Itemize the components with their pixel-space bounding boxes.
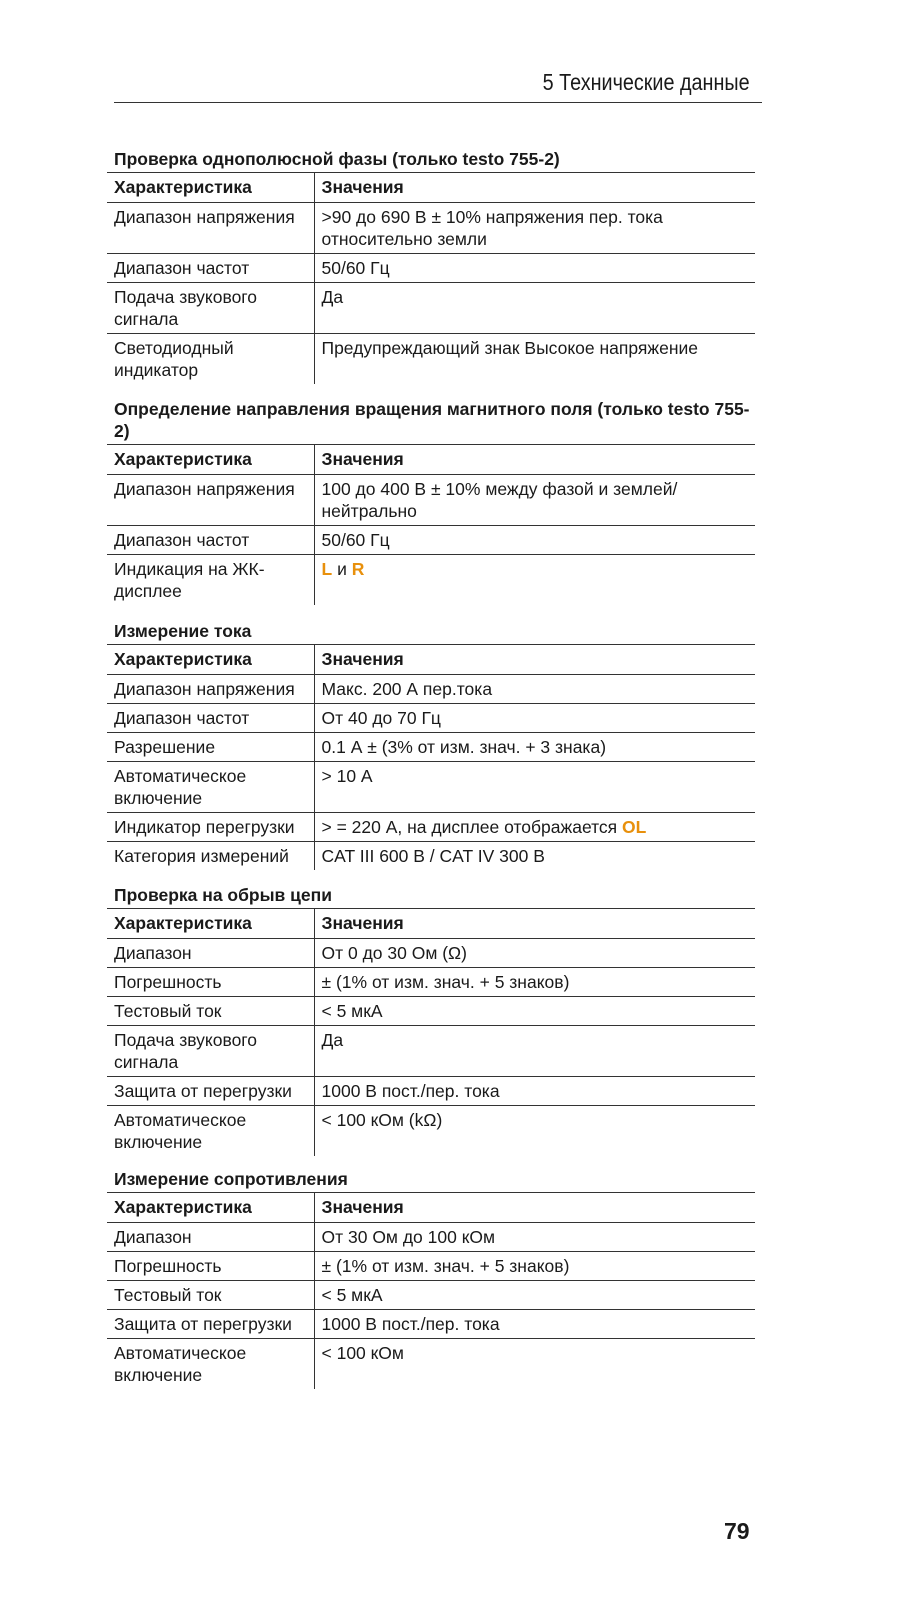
row-value: Да xyxy=(314,283,755,334)
table-row xyxy=(107,254,755,283)
row-label: Светодиодный индикатор xyxy=(107,334,314,385)
row-label: Индикатор перегрузки xyxy=(107,813,314,842)
row-label: Диапазон частот xyxy=(107,704,314,733)
section-current-measurement xyxy=(107,620,755,870)
row-label: Подача звукового сигнала xyxy=(107,283,314,334)
overload-indicator-ol: OL xyxy=(622,817,647,837)
row-label: Разрешение xyxy=(107,733,314,762)
spec-table xyxy=(107,908,755,1156)
table-row xyxy=(107,1339,755,1390)
column-header-characteristic: Характеристика xyxy=(107,173,314,203)
row-value: От 0 до 30 Ом (Ω) xyxy=(314,939,755,968)
spec-table xyxy=(107,444,755,605)
table-row xyxy=(107,1026,755,1077)
header-title: 5 Технические данные xyxy=(543,69,750,95)
table-row xyxy=(107,1223,755,1252)
row-value xyxy=(314,813,755,842)
row-value: CAT III 600 В / CAT IV 300 В xyxy=(321,846,545,866)
section-title: Проверка на обрыв цепи xyxy=(114,885,332,905)
table-row xyxy=(107,475,755,526)
section-resistance-measurement xyxy=(107,1168,755,1389)
row-value: < 100 кОм xyxy=(321,1343,404,1363)
section-title: Проверка однополюсной фазы (только testo 755-2) xyxy=(114,149,560,169)
row-label: Диапазон напряжения xyxy=(107,475,314,526)
column-header-characteristic: Характеристика xyxy=(107,645,314,675)
row-value: > 10 А xyxy=(314,762,755,813)
table-row xyxy=(107,675,755,704)
column-header-values: Значения xyxy=(314,1193,755,1223)
column-header-characteristic: Характеристика xyxy=(107,1193,314,1223)
row-value: ± (1% от изм. знач. + 5 знаков) xyxy=(314,1252,755,1281)
table-row xyxy=(107,283,755,334)
table-row xyxy=(107,704,755,733)
row-value: < 5 мкА xyxy=(314,997,755,1026)
lcd-indicator-left: L xyxy=(321,559,333,579)
row-label: Автоматическое включение xyxy=(107,762,314,813)
section-title: Определение направления вращения магнитного поля (только testo 755-2) xyxy=(114,399,750,441)
table-row xyxy=(107,1077,755,1106)
table-row xyxy=(107,733,755,762)
column-header-values: Значения xyxy=(314,445,755,475)
row-value xyxy=(314,555,755,606)
row-label: Тестовый ток xyxy=(107,997,314,1026)
table-header-row xyxy=(107,909,755,939)
section-single-pole-phase-test xyxy=(107,148,755,384)
overload-text: > = 220 А, на дисплее отображается xyxy=(321,817,623,837)
conjunction-text: и xyxy=(332,559,352,579)
section-title: Измерение сопротивления xyxy=(114,1169,348,1189)
row-label: Защита от перегрузки xyxy=(107,1310,314,1339)
table-row xyxy=(107,1252,755,1281)
table-header-row xyxy=(107,173,755,203)
row-value: < 100 кОм (kΩ) xyxy=(321,1110,443,1130)
row-label: Автоматическое включение xyxy=(107,1339,314,1390)
row-label: Погрешность xyxy=(107,968,314,997)
row-label: Диапазон напряжения xyxy=(107,675,314,704)
table-row xyxy=(107,526,755,555)
page-number: 79 xyxy=(724,1518,750,1544)
row-value: 0.1 А ± (3% от изм. знач. + 3 знака) xyxy=(314,733,755,762)
spec-table xyxy=(107,172,755,384)
row-value: 50/60 Гц xyxy=(314,254,755,283)
table-header-row xyxy=(107,645,755,675)
table-row xyxy=(107,997,755,1026)
table-row xyxy=(107,968,755,997)
lcd-indicator-right: R xyxy=(351,559,365,579)
row-value: < 5 мкА xyxy=(314,1281,755,1310)
table-row xyxy=(107,203,755,254)
row-value: 1000 В пост./пер. тока xyxy=(314,1077,755,1106)
row-label: Подача звукового сигнала xyxy=(107,1026,314,1077)
column-header-values: Значения xyxy=(314,645,755,675)
section-title: Измерение тока xyxy=(114,621,252,641)
section-continuity-test xyxy=(107,884,755,1156)
row-label: Диапазон xyxy=(107,939,314,968)
row-label: Диапазон xyxy=(107,1223,314,1252)
column-header-characteristic: Характеристика xyxy=(107,445,314,475)
table-header-row xyxy=(107,445,755,475)
table-row xyxy=(107,555,755,606)
column-header-values: Значения xyxy=(314,909,755,939)
table-row xyxy=(107,1281,755,1310)
row-label: Диапазон напряжения xyxy=(107,203,314,254)
row-label: Тестовый ток xyxy=(107,1281,314,1310)
table-header-row xyxy=(107,1193,755,1223)
row-label: Индикация на ЖК-дисплее xyxy=(107,555,314,606)
row-value: 50/60 Гц xyxy=(314,526,755,555)
row-value: ± (1% от изм. знач. + 5 знаков) xyxy=(314,968,755,997)
row-value: 1000 В пост./пер. тока xyxy=(314,1310,755,1339)
page-header xyxy=(114,64,762,103)
table-row xyxy=(107,939,755,968)
row-value: Макс. 200 А пер.тока xyxy=(314,675,755,704)
table-row xyxy=(107,813,755,842)
table-row xyxy=(107,1106,755,1157)
table-row xyxy=(107,334,755,385)
row-label: Диапазон частот xyxy=(107,254,314,283)
row-value: 100 до 400 В ± 10% между фазой и землей/нейтрально xyxy=(314,475,755,526)
table-row xyxy=(107,842,755,871)
column-header-characteristic: Характеристика xyxy=(107,909,314,939)
spec-table xyxy=(107,1192,755,1389)
row-value: Предупреждающий знак Высокое напряжение xyxy=(321,338,698,358)
row-label: Защита от перегрузки xyxy=(107,1077,314,1106)
section-rotation-direction xyxy=(107,398,755,605)
spec-table xyxy=(107,644,755,870)
row-value: >90 до 690 В ± 10% напряжения пер. тока относительно земли xyxy=(314,203,755,254)
row-label: Категория измерений xyxy=(107,842,314,871)
row-value: Да xyxy=(314,1026,755,1077)
table-row xyxy=(107,762,755,813)
table-row xyxy=(107,1310,755,1339)
row-label: Погрешность xyxy=(107,1252,314,1281)
row-label: Диапазон частот xyxy=(107,526,314,555)
row-label: Автоматическое включение xyxy=(107,1106,314,1157)
row-value: От 40 до 70 Гц xyxy=(314,704,755,733)
row-value: От 30 Ом до 100 кОм xyxy=(314,1223,755,1252)
column-header-values: Значения xyxy=(314,173,755,203)
